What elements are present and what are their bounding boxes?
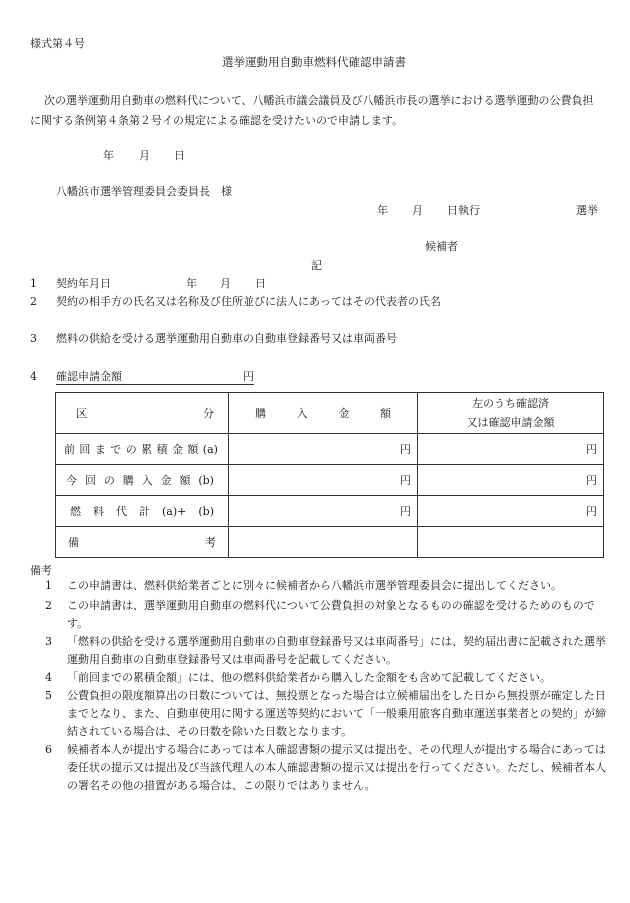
notes-heading: 備考 bbox=[30, 564, 52, 577]
table-row bbox=[56, 496, 604, 527]
row-fuel-total-label: 燃 料 代 計 (a)+ (b) bbox=[56, 496, 229, 527]
row-fuel-total-purchase-cell[interactable]: 円 bbox=[229, 496, 418, 527]
table-row bbox=[56, 465, 604, 496]
note-5: 5 公費負担の限度額算出の日数については、無投票となった場合は立候補届出をした日から無投票が確定した日までとなり、また、自動車使用に関する運送等契約において「一般乗用旅客自動車運送事業者との契約」が締結されている場合は、その日数を除いた日数となります。 bbox=[45, 689, 606, 738]
row-current-label: 今 回 の 購 入 金 額 (b) bbox=[56, 465, 229, 496]
item-1-label: 契約年月日 bbox=[56, 277, 111, 290]
item-4-amount-line bbox=[56, 371, 254, 385]
item-1-number: 1 bbox=[30, 277, 37, 290]
election-year: 年 bbox=[377, 204, 388, 217]
note-4: 4 「前回までの累積金額」には、他の燃料供給業者から購入した金額をも含めて記載してください。 bbox=[45, 671, 551, 684]
header-confirmed-amount: 左のうち確認済 又は確認申請金額 bbox=[418, 393, 604, 434]
item-4-number: 4 bbox=[30, 370, 37, 383]
item-2-label: 契約の相手方の氏名又は名称及び住所並びに法人にあってはその代表者の氏名 bbox=[56, 295, 441, 308]
intro-paragraph: 次の選挙運動用自動車の燃料代について、八幡浜市議会議員及び八幡浜市長の選挙における選挙運動の公費負担に関する条例第４条第２号イの規定による確認を受けたいので申請します。 bbox=[30, 94, 594, 127]
form-number: 様式第４号 bbox=[30, 37, 85, 50]
item-1-month: 月 bbox=[220, 277, 231, 290]
ki-heading: 記 bbox=[311, 259, 322, 272]
table-row bbox=[56, 527, 604, 558]
row-current-confirmed-cell[interactable]: 円 bbox=[418, 465, 604, 496]
election-day: 日執行 bbox=[447, 204, 480, 217]
row-fuel-total-confirmed-cell[interactable]: 円 bbox=[418, 496, 604, 527]
note-6: 6 候補者本人が提出する場合にあっては本人確認書類の提示又は提出を、その代理人が提出する場合にあっては委任状の提示又は提出及び当該代理人の本人確認書類の提示又は提出を行ってください。ただし、候補者本人の署名その他の措置がある場合は、この限りではありません。 bbox=[45, 743, 606, 792]
candidate-label: 候補者 bbox=[425, 240, 458, 253]
item-4-unit: 円 bbox=[243, 370, 254, 383]
header-category: 区 分 bbox=[56, 393, 229, 434]
note-3: 3 「燃料の供給を受ける選挙運動用自動車の自動車登録番号又は車両番号」には、契約届出書に記載された選挙運動用自動車の自動車登録番号又は車両番号を記載してください。 bbox=[45, 635, 606, 666]
header-purchase-amount: 購 入 金 額 bbox=[229, 393, 418, 434]
table-header-row bbox=[56, 393, 604, 434]
addressee: 八幡浜市選挙管理委員会委員長 様 bbox=[56, 185, 232, 198]
note-2: 2 この申請書は、選挙運動用自動車の燃料代について公費負担の対象となるものの確認を受けるためのものです。 bbox=[45, 599, 595, 630]
amount-table bbox=[55, 392, 604, 558]
row-remarks-confirmed-cell[interactable] bbox=[418, 527, 604, 558]
row-remarks-purchase-cell[interactable] bbox=[229, 527, 418, 558]
row-remarks-label: 備 考 bbox=[56, 527, 229, 558]
item-3-label: 燃料の供給を受ける選挙運動用自動車の自動車登録番号又は車両番号 bbox=[56, 332, 397, 345]
item-2-number: 2 bbox=[30, 295, 37, 308]
document-title: 選挙運動用自動車燃料代確認申請書 bbox=[222, 55, 406, 69]
date-month: 月 bbox=[139, 149, 150, 162]
item-1-year: 年 bbox=[186, 277, 197, 290]
row-cumulative-label: 前 回 ま で の 累 積 金 額 (a) bbox=[56, 434, 229, 465]
row-cumulative-purchase-cell[interactable]: 円 bbox=[229, 434, 418, 465]
date-year: 年 bbox=[103, 149, 114, 162]
table-row bbox=[56, 434, 604, 465]
item-4-label: 確認申請金額 bbox=[56, 370, 122, 383]
note-1: 1 この申請書は、燃料供給業者ごとに別々に候補者から八幡浜市選挙管理委員会に提出してください。 bbox=[45, 579, 562, 592]
row-current-purchase-cell[interactable]: 円 bbox=[229, 465, 418, 496]
date-day: 日 bbox=[174, 149, 185, 162]
election-label: 選挙 bbox=[576, 204, 598, 217]
item-1-day: 日 bbox=[255, 277, 266, 290]
row-cumulative-confirmed-cell[interactable]: 円 bbox=[418, 434, 604, 465]
election-month: 月 bbox=[412, 204, 423, 217]
item-3-number: 3 bbox=[30, 332, 37, 345]
